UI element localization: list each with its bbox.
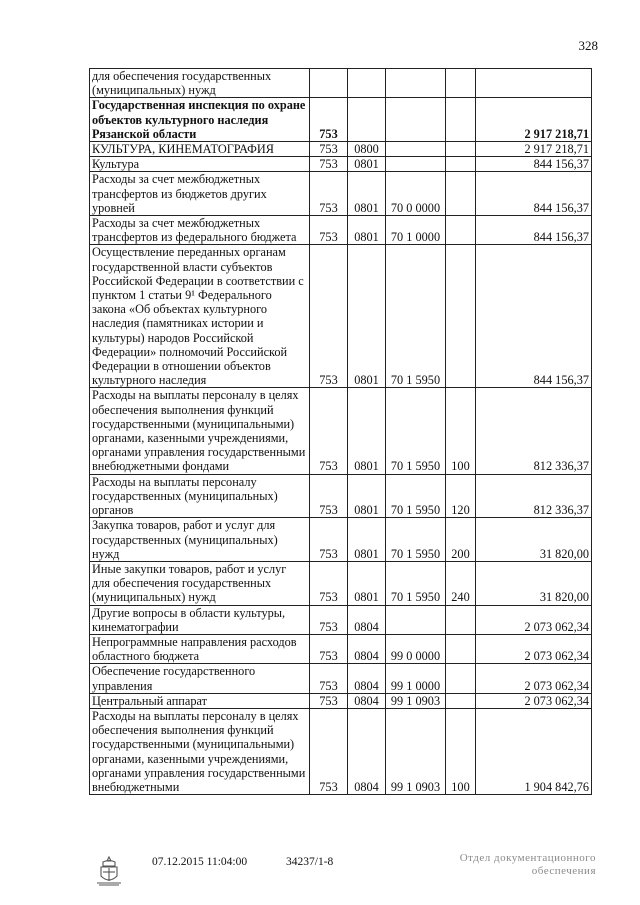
section-code-cell: 0801 (348, 172, 386, 216)
row-name-cell: Иные закупки товаров, работ и услуг для обеспечения государственных (муниципальных) нужд (90, 561, 310, 605)
target-article-cell (386, 142, 446, 157)
amount-cell: 2 073 062,34 (476, 634, 592, 663)
section-code-cell: 0801 (348, 561, 386, 605)
section-code-cell: 0801 (348, 216, 386, 245)
section-code-cell: 0804 (348, 693, 386, 708)
ministry-code-cell (310, 69, 348, 98)
row-name-cell: Центральный аппарат (90, 693, 310, 708)
row-name-cell: Культура (90, 157, 310, 172)
expense-type-cell: 100 (446, 388, 476, 474)
ministry-code-cell: 753 (310, 388, 348, 474)
ministry-code-cell: 753 (310, 216, 348, 245)
amount-cell: 31 820,00 (476, 561, 592, 605)
amount-cell: 844 156,37 (476, 216, 592, 245)
target-article-cell: 99 1 0903 (386, 708, 446, 794)
ministry-code-cell: 753 (310, 664, 348, 693)
table-row (90, 98, 592, 142)
ministry-code-cell: 753 (310, 605, 348, 634)
amount-cell: 812 336,37 (476, 474, 592, 518)
table-row (90, 69, 592, 98)
expense-type-cell: 200 (446, 518, 476, 562)
amount-cell: 1 904 842,76 (476, 708, 592, 794)
expense-type-cell (446, 216, 476, 245)
ministry-code-cell: 753 (310, 693, 348, 708)
stamp-line-2: обеспечения (531, 865, 596, 877)
amount-cell: 844 156,37 (476, 157, 592, 172)
target-article-cell: 70 1 5950 (386, 245, 446, 388)
row-name-cell: Осуществление переданных органам государственной власти субъектов Российской Федерации в соответствии с пунктом 1 статьи 9¹ Федерального закона «Об объектах культурного наследия (памятниках истории и культуры) народов Российской Федерации» полномочий Российской Федерации в отношении объектов культурного наследия (90, 245, 310, 388)
section-code-cell (348, 98, 386, 142)
amount-cell: 844 156,37 (476, 245, 592, 388)
target-article-cell: 99 0 0000 (386, 634, 446, 663)
expense-type-cell (446, 69, 476, 98)
table-row (90, 388, 592, 474)
amount-cell: 31 820,00 (476, 518, 592, 562)
amount-cell: 2 073 062,34 (476, 693, 592, 708)
section-code-cell: 0801 (348, 157, 386, 172)
ministry-code-cell: 753 (310, 518, 348, 562)
ministry-code-cell: 753 (310, 98, 348, 142)
table-row (90, 157, 592, 172)
table-row (90, 216, 592, 245)
target-article-cell: 70 0 0000 (386, 172, 446, 216)
row-name-cell: Расходы на выплаты персоналу в целях обеспечения выполнения функций государственными (муниципальными) органами, казенными учреждениями, органами управления государственными внебюджетными фондами (90, 388, 310, 474)
amount-cell: 2 073 062,34 (476, 664, 592, 693)
target-article-cell: 99 1 0000 (386, 664, 446, 693)
section-code-cell: 0804 (348, 634, 386, 663)
footer-document-number: 34237/1-8 (286, 856, 334, 868)
target-article-cell (386, 605, 446, 634)
table-row (90, 172, 592, 216)
row-name-cell: Обеспечение государственного управления (90, 664, 310, 693)
section-code-cell: 0804 (348, 605, 386, 634)
expense-type-cell (446, 157, 476, 172)
row-name-cell: Государственная инспекция по охране объектов культурного наследия Рязанской области (90, 98, 310, 142)
section-code-cell: 0801 (348, 518, 386, 562)
table-row (90, 664, 592, 693)
section-code-cell: 0801 (348, 388, 386, 474)
amount-cell: 2 917 218,71 (476, 142, 592, 157)
table-row (90, 245, 592, 388)
budget-table (89, 68, 592, 795)
expense-type-cell: 240 (446, 561, 476, 605)
row-name-cell: Другие вопросы в области культуры, кинематографии (90, 605, 310, 634)
expense-type-cell: 120 (446, 474, 476, 518)
table-row (90, 142, 592, 157)
expense-type-cell (446, 172, 476, 216)
target-article-cell: 70 1 5950 (386, 474, 446, 518)
row-name-cell: Непрограммные направления расходов областного бюджета (90, 634, 310, 663)
target-article-cell (386, 157, 446, 172)
ministry-code-cell: 753 (310, 245, 348, 388)
stamp-line-1: Отдел документационного (459, 852, 596, 864)
target-article-cell: 70 1 0000 (386, 216, 446, 245)
table-row (90, 693, 592, 708)
page-number: 328 (578, 38, 598, 53)
amount-cell: 812 336,37 (476, 388, 592, 474)
table-row (90, 561, 592, 605)
target-article-cell: 70 1 5950 (386, 518, 446, 562)
table-row (90, 634, 592, 663)
amount-cell: 844 156,37 (476, 172, 592, 216)
ministry-code-cell: 753 (310, 561, 348, 605)
section-code-cell: 0804 (348, 664, 386, 693)
row-name-cell: для обеспечения государственных (муниципальных) нужд (90, 69, 310, 98)
budget-table-body (90, 69, 592, 795)
table-row (90, 518, 592, 562)
section-code-cell (348, 69, 386, 98)
ministry-code-cell: 753 (310, 708, 348, 794)
page-footer (0, 852, 640, 892)
coat-of-arms-icon (92, 854, 126, 888)
target-article-cell: 99 1 0903 (386, 693, 446, 708)
expense-type-cell: 100 (446, 708, 476, 794)
ministry-code-cell: 753 (310, 172, 348, 216)
expense-type-cell (446, 142, 476, 157)
table-row (90, 474, 592, 518)
section-code-cell: 0800 (348, 142, 386, 157)
row-name-cell: Расходы за счет межбюджетных трансфертов из бюджетов других уровней (90, 172, 310, 216)
table-row (90, 708, 592, 794)
target-article-cell (386, 69, 446, 98)
target-article-cell (386, 98, 446, 142)
section-code-cell: 0804 (348, 708, 386, 794)
expense-type-cell (446, 693, 476, 708)
row-name-cell: Расходы за счет межбюджетных трансфертов из федерального бюджета (90, 216, 310, 245)
section-code-cell: 0801 (348, 245, 386, 388)
row-name-cell: Закупка товаров, работ и услуг для государственных (муниципальных) нужд (90, 518, 310, 562)
table-row (90, 605, 592, 634)
row-name-cell: Расходы на выплаты персоналу в целях обеспечения выполнения функций государственными (муниципальными) органами, казенными учреждениями, органами управления государственными внебюджетными (90, 708, 310, 794)
target-article-cell: 70 1 5950 (386, 388, 446, 474)
department-stamp (446, 852, 596, 878)
amount-cell: 2 917 218,71 (476, 98, 592, 142)
ministry-code-cell: 753 (310, 157, 348, 172)
expense-type-cell (446, 245, 476, 388)
ministry-code-cell: 753 (310, 634, 348, 663)
amount-cell: 2 073 062,34 (476, 605, 592, 634)
row-name-cell: Расходы на выплаты персоналу государственных (муниципальных) органов (90, 474, 310, 518)
ministry-code-cell: 753 (310, 142, 348, 157)
ministry-code-cell: 753 (310, 474, 348, 518)
expense-type-cell (446, 98, 476, 142)
footer-datetime: 07.12.2015 11:04:00 (152, 856, 248, 868)
target-article-cell: 70 1 5950 (386, 561, 446, 605)
row-name-cell: КУЛЬТУРА, КИНЕМАТОГРАФИЯ (90, 142, 310, 157)
section-code-cell: 0801 (348, 474, 386, 518)
amount-cell (476, 69, 592, 98)
expense-type-cell (446, 605, 476, 634)
expense-type-cell (446, 634, 476, 663)
expense-type-cell (446, 664, 476, 693)
